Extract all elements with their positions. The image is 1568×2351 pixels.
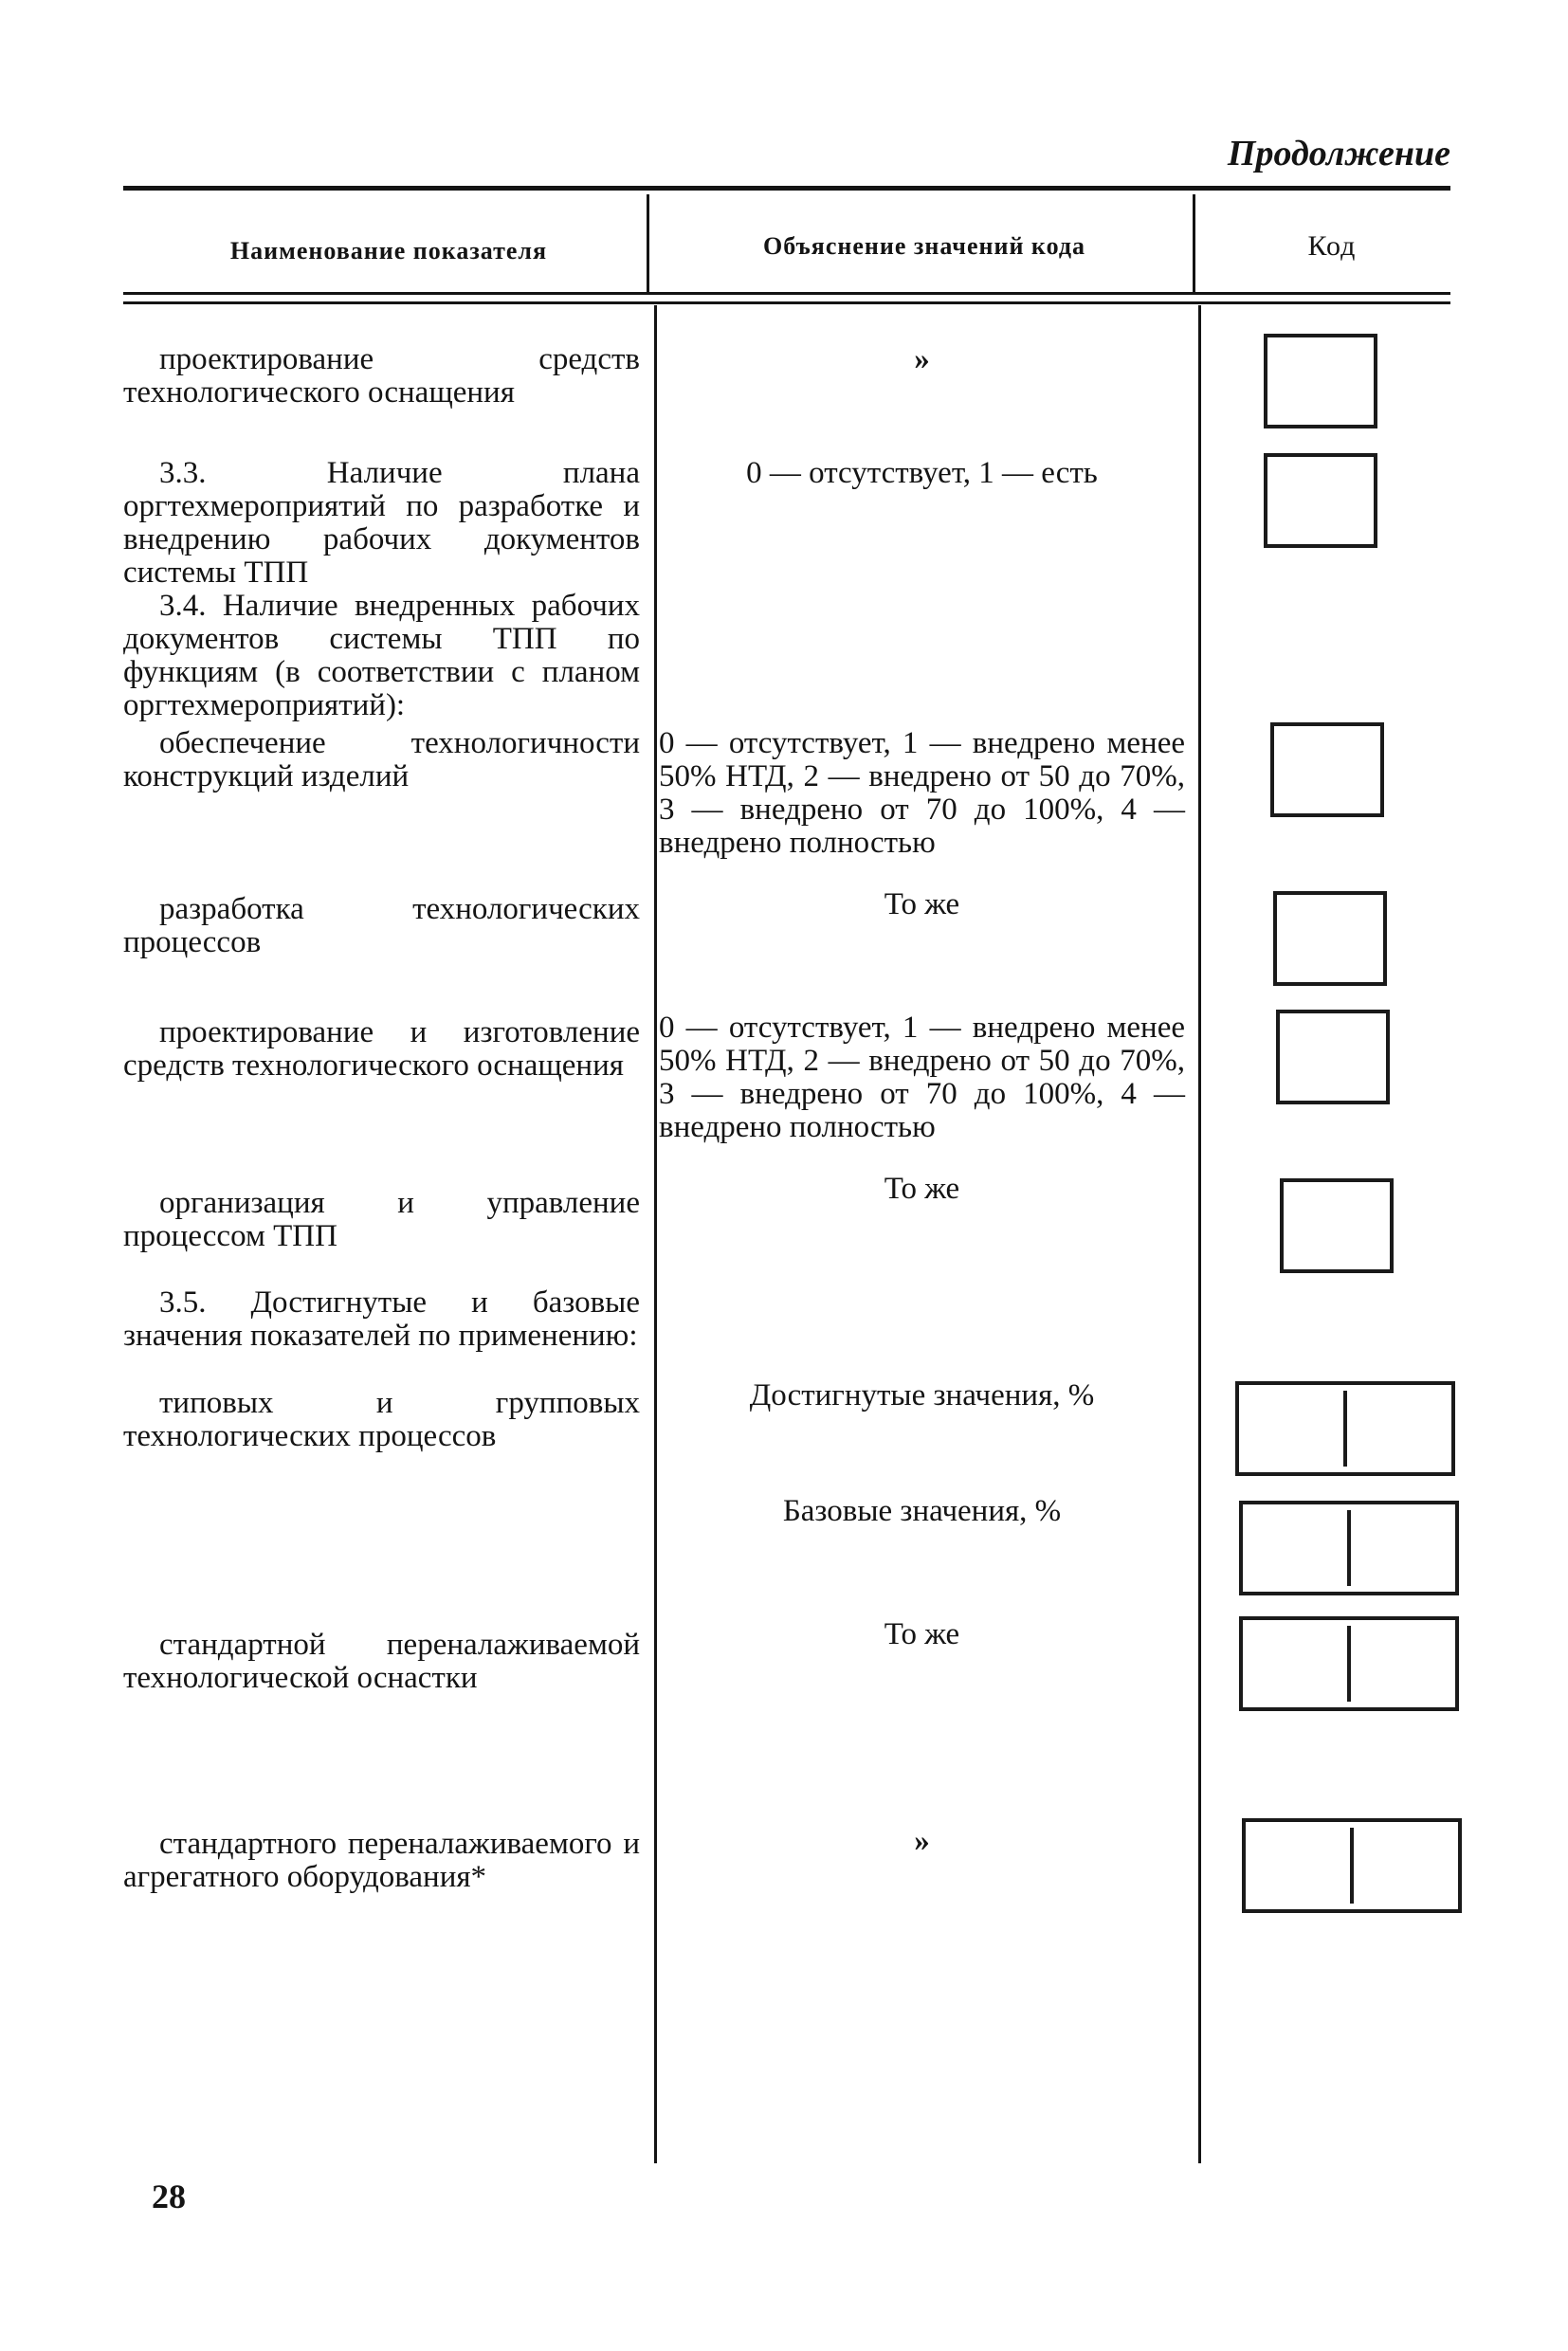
code-box xyxy=(1264,334,1377,428)
code-box xyxy=(1276,1010,1390,1104)
row-name: проектирование средств технологического оснащения xyxy=(123,342,640,410)
code-box-divider xyxy=(1343,1391,1347,1467)
row-explanation: 0 — отсутствует, 1 — внедрено менее 50% НТД, 2 — внедрено от 50 до 70%, 3 — внедрено от 70 до 100%, 4 — внедрено полностью xyxy=(659,726,1185,860)
row-name: 3.5. Достигнутые и базовые значения показателей по применению: xyxy=(123,1285,640,1353)
row-name: стандартной переналаживаемой технологической оснастки xyxy=(123,1628,640,1695)
header-name: Наименование показателя xyxy=(229,237,548,264)
code-box-divider xyxy=(1347,1510,1351,1586)
table-top-rule xyxy=(123,186,1450,191)
row-name: проектирование и изготовление средств технологического оснащения xyxy=(123,1015,640,1083)
row-explanation: То же xyxy=(884,887,960,921)
code-box-double xyxy=(1242,1818,1462,1913)
code-box xyxy=(1270,722,1384,817)
row-name: разработка технологических процессов xyxy=(123,892,640,959)
row-name: типовых и групповых технологических процессов xyxy=(123,1386,640,1453)
header-divider-1 xyxy=(647,194,649,294)
code-box xyxy=(1273,891,1387,986)
row-explanation: » xyxy=(914,1824,930,1858)
header-code: Код xyxy=(1307,230,1357,262)
row-explanation: Достигнутые значения, % xyxy=(749,1378,1095,1412)
row-explanation: 0 — отсутствует, 1 — есть xyxy=(746,456,1098,490)
row-name: обеспечение технологичности конструкций изделий xyxy=(123,726,640,793)
row-explanation: » xyxy=(914,342,930,376)
row-explanation: То же xyxy=(884,1617,960,1651)
header-bottom-rule-2 xyxy=(123,301,1450,304)
code-box-double xyxy=(1239,1501,1459,1595)
code-box xyxy=(1264,453,1377,548)
column-divider-2 xyxy=(1198,305,1201,2163)
code-box xyxy=(1280,1178,1394,1273)
row-explanation-base: Базовые значения, % xyxy=(782,1494,1062,1528)
header-divider-2 xyxy=(1193,194,1195,294)
page-number: 28 xyxy=(152,2178,186,2215)
code-box-double xyxy=(1239,1616,1459,1711)
running-title: Продолжение xyxy=(1227,134,1450,173)
code-box-double xyxy=(1235,1381,1455,1476)
code-box-divider xyxy=(1347,1626,1351,1702)
row-name: организация и управление процессом ТПП xyxy=(123,1186,640,1253)
row-explanation: То же xyxy=(884,1172,960,1206)
code-box-divider xyxy=(1350,1828,1354,1904)
header-bottom-rule xyxy=(123,292,1450,295)
row-name: 3.4. Наличие внедренных рабочих документов системы ТПП по функциям (в соответствии с планом оргтехмероприятий): xyxy=(123,589,640,722)
row-name: стандартного переналаживаемого и агрегатного оборудования* xyxy=(123,1827,640,1894)
header-explanation: Объяснение значений кода xyxy=(763,232,1085,260)
row-name: 3.3. Наличие плана оргтехмероприятий по разработке и внедрению рабочих документов системы ТПП xyxy=(123,456,640,590)
column-divider-1 xyxy=(654,305,657,2163)
row-explanation: 0 — отсутствует, 1 — внедрено менее 50% НТД, 2 — внедрено от 50 до 70%, 3 — внедрено от 70 до 100%, 4 — внедрено полностью xyxy=(659,1011,1185,1144)
